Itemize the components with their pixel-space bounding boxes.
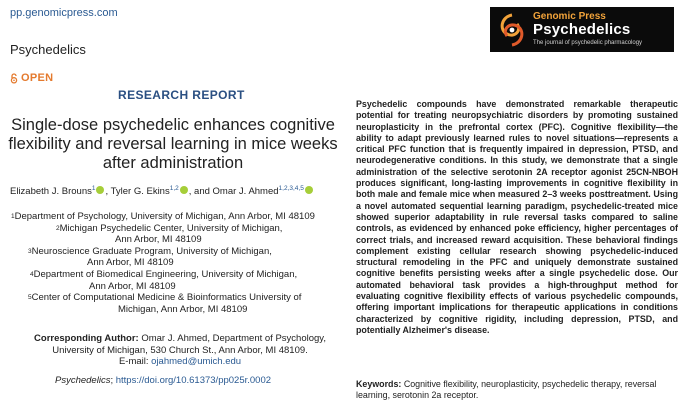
open-access-label: OPEN	[21, 72, 54, 84]
affiliation-number: 2	[56, 224, 60, 232]
affiliation-text-cont: Ann Arbor, MI 48109	[89, 280, 176, 292]
affiliation-text-cont: Michigan, Ann Arbor, MI 48109	[118, 303, 248, 315]
author-name[interactable]: Tyler G. Ekins	[110, 186, 170, 197]
abstract: Psychedelic compounds have demonstrated remarkable therapeutic potential for treating neuropsychiatric disorders by promoting sustained neuroplasticity in the prefrontal cortex (PFC). Cognitive flexibility—the ability to adapt previously learned rules to novel situations—represents a critical PFC function that is frequently impaired in depression, PTSD, and neurodegenerative conditions. In this study, we demonstrate that a single administration of the selective serotonin 2A receptor agonist 25CN-NBOH produces significant, long-lasting improvements in cognitive flexibility in both male and female mice when measured 2–3 weeks posttreatment. Using a novel automated sequential learning paradigm, psychedelic-treated mice showed superior adaptability in rule reversal tasks compared to saline controls, as evidenced by enhanced poke efficiency, higher percentages of correct trials, and increased reward acquisition. These behavioral findings complement existing cellular research showing psychedelic-induced structural remodeling in the PFC and uniquely demonstrate sustained cognitive benefits persisting weeks after a single psychedelic dose. Our automated behavioral task provides a high-throughput method for evaluating cognitive flexibility effects of various psychedelic compounds, offering important implications for therapeutic applications in conditions characterized by cognitive rigidity, including depression, PTSD, and potentially Alzheimer's disease.	[356, 99, 678, 335]
affiliation-number: 1	[11, 213, 15, 220]
affiliation-list	[11, 211, 341, 315]
affiliation-item	[11, 223, 341, 246]
site-url[interactable]: pp.genomicpress.com	[10, 7, 118, 19]
affiliation-item	[11, 269, 341, 292]
author-list	[10, 186, 314, 197]
article-type: RESEARCH REPORT	[118, 88, 245, 102]
keywords-text: Cognitive flexibility, neuroplasticity, psychedelic therapy, reversal learning, serotonin 2a receptor.	[356, 379, 657, 400]
keywords-label: Keywords:	[356, 379, 402, 389]
journal-logo	[490, 7, 674, 52]
journal-name: Psychedelics	[10, 42, 86, 57]
author-affil-ref[interactable]: 1,2,3,4,5	[278, 185, 304, 192]
author-separator: , and	[188, 186, 213, 197]
author-separator: ,	[105, 186, 111, 197]
article-title: Single-dose psychedelic enhances cognitive flexibility and reversal learning in mice weeks after administration	[8, 116, 338, 172]
affiliation-text: Michigan Psychedelic Center, University of Michigan,	[59, 222, 283, 234]
affiliation-item	[11, 246, 341, 269]
doi-link[interactable]: https://doi.org/10.61373/pp025r.0002	[115, 375, 272, 386]
affiliation-text: Department of Psychology, University of Michigan, Ann Arbor, MI 48109	[14, 211, 315, 222]
orcid-icon[interactable]	[180, 186, 188, 194]
citation	[55, 375, 271, 386]
logo-publisher: Genomic Press	[533, 11, 606, 22]
logo-tagline: The journal of psychedelic pharmacology	[533, 40, 643, 46]
corresponding-label: Corresponding Author:	[34, 333, 139, 344]
affiliation-number: 5	[28, 294, 32, 302]
affiliation-number: 3	[28, 247, 32, 255]
open-lock-icon	[10, 73, 18, 84]
affiliation-text: Center of Computational Medicine & Bioinformatics University of	[31, 292, 302, 304]
affiliation-number: 4	[30, 270, 34, 278]
affiliation-item	[11, 292, 341, 315]
affiliation-text-cont: Ann Arbor, MI 48109	[115, 234, 202, 246]
affiliation-text-cont: Ann Arbor, MI 48109	[87, 257, 174, 269]
author-affil-ref[interactable]: 1,2	[169, 185, 179, 192]
orcid-icon[interactable]	[96, 186, 104, 194]
author-affil-ref[interactable]: 1	[91, 185, 96, 192]
keywords	[356, 379, 681, 401]
author-name[interactable]: Omar J. Ahmed	[212, 186, 279, 197]
orcid-icon[interactable]	[305, 186, 313, 194]
open-access-badge	[10, 72, 53, 84]
citation-separator: ;	[110, 375, 116, 386]
email-link[interactable]: ojahmed@umich.edu	[151, 356, 242, 368]
logo-journal: Psychedelics	[533, 21, 631, 38]
author-name[interactable]: Elizabeth J. Brouns	[10, 186, 92, 197]
corresponding-author	[25, 333, 335, 368]
corresponding-text: Omar J. Ahmed, Department of Psychology, University of Michigan, 530 Church St., Ann Arbor, MI 48109.	[52, 333, 326, 356]
citation-journal: Psychedelics	[55, 375, 111, 386]
affiliation-text: Neuroscience Graduate Program, University of Michigan,	[31, 245, 272, 257]
affiliation-item	[11, 211, 341, 223]
email-label: E-mail:	[118, 356, 152, 368]
genomic-press-swirl-icon	[495, 12, 529, 48]
affiliation-text: Department of Biomedical Engineering, University of Michigan,	[33, 268, 298, 280]
